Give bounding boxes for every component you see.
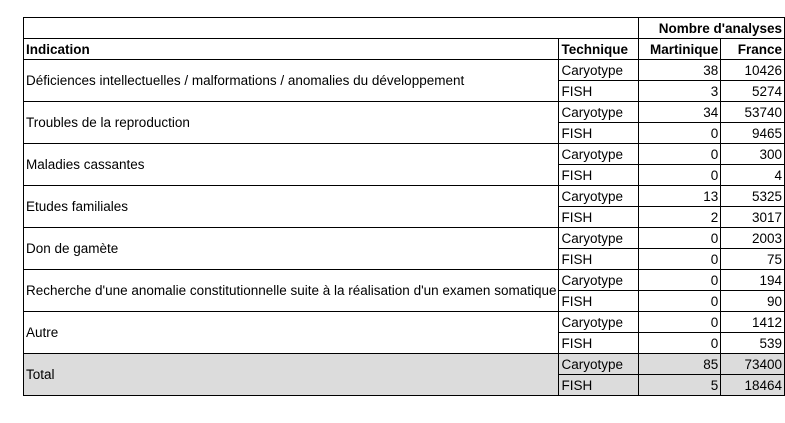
france-cell: 3017 xyxy=(721,207,785,228)
france-cell: 5274 xyxy=(721,81,785,102)
technique-cell: FISH xyxy=(559,375,638,396)
table-row xyxy=(24,60,785,81)
technique-cell: FISH xyxy=(559,207,638,228)
france-cell: 539 xyxy=(721,333,785,354)
martinique-cell: 38 xyxy=(638,60,721,81)
martinique-cell: 34 xyxy=(638,102,721,123)
martinique-cell: 0 xyxy=(638,165,721,186)
technique-cell: FISH xyxy=(559,165,638,186)
france-cell: 9465 xyxy=(721,123,785,144)
col-header-indication: Indication xyxy=(24,39,559,60)
france-cell: 4 xyxy=(721,165,785,186)
martinique-cell: 0 xyxy=(638,144,721,165)
technique-cell: Caryotype xyxy=(559,144,638,165)
technique-cell: Caryotype xyxy=(559,60,638,81)
technique-cell: FISH xyxy=(559,291,638,312)
technique-cell: FISH xyxy=(559,81,638,102)
martinique-cell: 85 xyxy=(638,354,721,375)
analyses-table xyxy=(23,17,785,396)
technique-cell: Caryotype xyxy=(559,354,638,375)
table-row xyxy=(24,270,785,291)
martinique-cell: 5 xyxy=(638,375,721,396)
martinique-cell: 0 xyxy=(638,123,721,144)
indication-cell: Etudes familiales xyxy=(24,186,559,228)
technique-cell: FISH xyxy=(559,333,638,354)
technique-cell: FISH xyxy=(559,123,638,144)
blank-header-cell xyxy=(24,18,639,39)
martinique-cell: 2 xyxy=(638,207,721,228)
martinique-cell: 0 xyxy=(638,228,721,249)
technique-cell: Caryotype xyxy=(559,186,638,207)
indication-cell: Déficiences intellectuelles / malformations / anomalies du développement xyxy=(24,60,559,102)
group-header-label: Nombre d'analyses xyxy=(638,18,784,39)
table-row xyxy=(24,228,785,249)
table-row xyxy=(24,312,785,333)
france-cell: 90 xyxy=(721,291,785,312)
table-row xyxy=(24,144,785,165)
france-cell: 5325 xyxy=(721,186,785,207)
technique-cell: Caryotype xyxy=(559,270,638,291)
technique-cell: Caryotype xyxy=(559,228,638,249)
martinique-cell: 3 xyxy=(638,81,721,102)
table-row xyxy=(24,102,785,123)
martinique-cell: 0 xyxy=(638,249,721,270)
technique-cell: Caryotype xyxy=(559,102,638,123)
indication-cell: Recherche d'une anomalie constitutionnelle suite à la réalisation d'un examen somatique xyxy=(24,270,559,312)
group-header-row xyxy=(24,18,785,39)
indication-cell: Autre xyxy=(24,312,559,354)
france-cell: 194 xyxy=(721,270,785,291)
col-header-technique: Technique xyxy=(559,39,638,60)
indication-cell: Maladies cassantes xyxy=(24,144,559,186)
martinique-cell: 0 xyxy=(638,291,721,312)
indication-cell: Don de gamète xyxy=(24,228,559,270)
france-cell: 18464 xyxy=(721,375,785,396)
martinique-cell: 13 xyxy=(638,186,721,207)
indication-cell: Total xyxy=(24,354,559,396)
martinique-cell: 0 xyxy=(638,312,721,333)
france-cell: 10426 xyxy=(721,60,785,81)
france-cell: 300 xyxy=(721,144,785,165)
france-cell: 53740 xyxy=(721,102,785,123)
technique-cell: FISH xyxy=(559,249,638,270)
table-row xyxy=(24,186,785,207)
france-cell: 1412 xyxy=(721,312,785,333)
technique-cell: Caryotype xyxy=(559,312,638,333)
france-cell: 75 xyxy=(721,249,785,270)
martinique-cell: 0 xyxy=(638,333,721,354)
table-row xyxy=(24,354,785,375)
column-header-row xyxy=(24,39,785,60)
france-cell: 73400 xyxy=(721,354,785,375)
indication-cell: Troubles de la reproduction xyxy=(24,102,559,144)
france-cell: 2003 xyxy=(721,228,785,249)
col-header-france: France xyxy=(721,39,785,60)
col-header-martinique: Martinique xyxy=(638,39,721,60)
martinique-cell: 0 xyxy=(638,270,721,291)
